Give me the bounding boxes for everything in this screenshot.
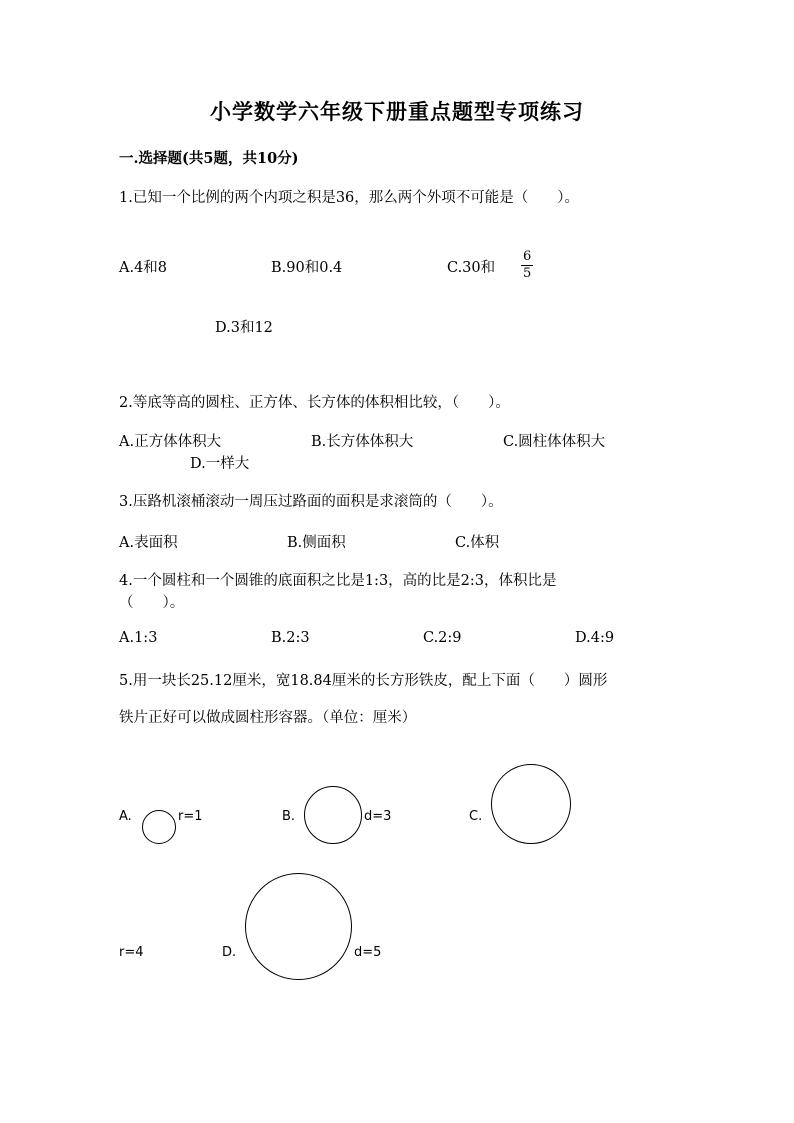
question-4-option-a[interactable]: A.1:3 [119, 630, 158, 646]
question-2-option-b[interactable]: B.长方体体积大 [311, 434, 414, 450]
option-d-circle[interactable] [245, 873, 352, 980]
question-3-option-a[interactable]: A.表面积 [119, 535, 178, 551]
question-1-option-b[interactable]: B.90和0.4 [271, 260, 343, 276]
question-3-stem: 3.压路机滚桶滚动一周压过路面的面积是求滚筒的（ ）。 [119, 494, 503, 510]
question-3-option-c[interactable]: C.体积 [455, 535, 500, 551]
question-1-option-a[interactable]: A.4和8 [119, 260, 168, 276]
question-5-option-a-label: r=1 [178, 809, 203, 824]
question-1-stem: 1.已知一个比例的两个内项之积是36，那么两个外项不可能是（ ）。 [119, 190, 580, 206]
question-1-option-c[interactable]: C.30和 [447, 260, 496, 276]
question-5-stem-line1: 5.用一块长25.12厘米，宽18.84厘米的长方形铁皮，配上下面（ ）圆形 [119, 673, 608, 689]
question-5-option-c-label: r=4 [119, 945, 144, 960]
question-5-option-b-label: d=3 [364, 809, 392, 824]
option-b-circle[interactable] [304, 786, 362, 844]
question-1-option-d[interactable]: D.3和12 [215, 320, 273, 336]
question-2-option-d[interactable]: D.一样大 [190, 456, 250, 472]
question-4-option-c[interactable]: C.2:9 [423, 630, 462, 646]
question-2-option-c[interactable]: C.圆柱体体积大 [503, 434, 606, 450]
option-c-circle[interactable] [491, 764, 571, 844]
question-5-option-a-letter[interactable]: A. [119, 809, 132, 824]
question-3-option-b[interactable]: B.侧面积 [287, 535, 346, 551]
fraction-numerator: 6 [523, 249, 532, 264]
page-title: 小学数学六年级下册重点题型专项练习 [210, 99, 584, 124]
question-5-option-d-label: d=5 [354, 945, 382, 960]
question-4-option-d[interactable]: D.4:9 [575, 630, 615, 646]
question-5-option-c-letter[interactable]: C. [469, 809, 483, 824]
question-4-stem-line1: 4.一个圆柱和一个圆锥的底面积之比是1:3，高的比是2:3，体积比是 [119, 573, 557, 589]
question-5-option-b-letter[interactable]: B. [282, 809, 296, 824]
question-2-option-a[interactable]: A.正方体体积大 [119, 434, 222, 450]
question-1-option-c-fraction [521, 250, 533, 281]
question-4-option-b[interactable]: B.2:3 [271, 630, 310, 646]
question-5-stem-line2: 铁片正好可以做成圆柱形容器。（单位：厘米） [119, 710, 417, 726]
question-5-option-d-letter[interactable]: D. [222, 945, 237, 960]
question-4-stem-line2: （ ）。 [119, 595, 185, 611]
question-2-stem: 2.等底等高的圆柱、正方体、长方体的体积相比较，（ ）。 [119, 395, 510, 411]
section-heading: 一.选择题(共5题，共10分) [119, 150, 299, 167]
fraction-denominator: 5 [523, 266, 532, 281]
option-a-circle[interactable] [142, 810, 176, 844]
